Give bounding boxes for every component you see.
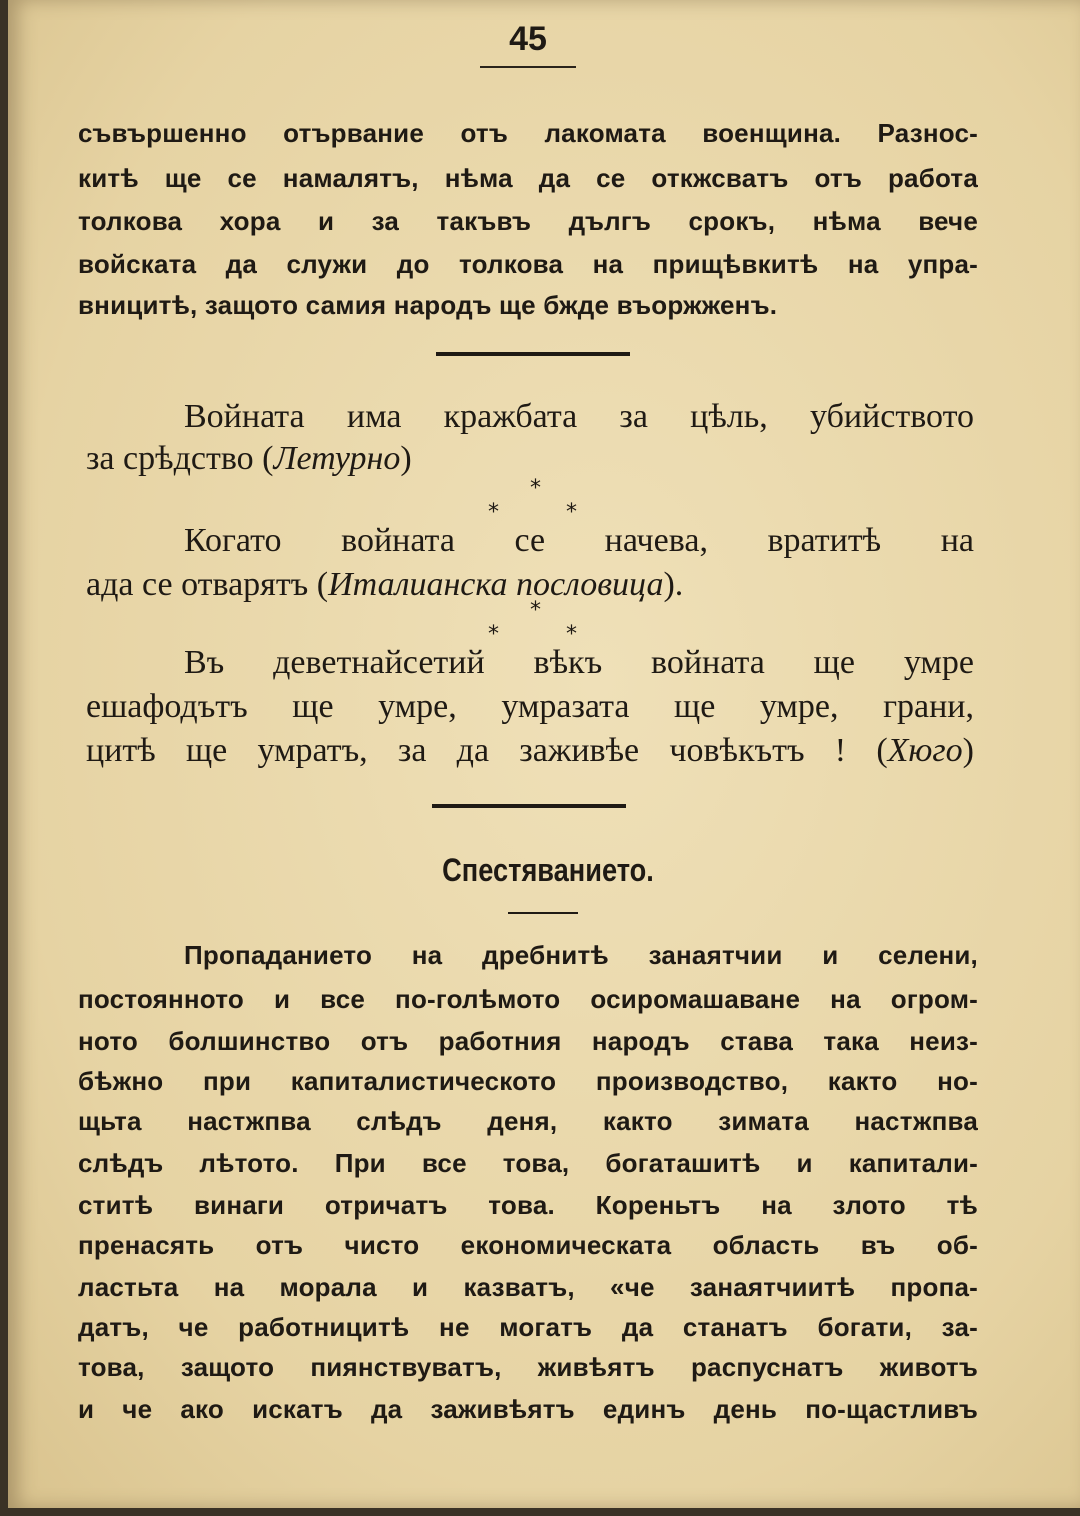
asterism-2-top: *: [530, 598, 541, 623]
quote1-line-2: [86, 440, 974, 478]
quote3-line-1: Въ деветнайсетий вѣкъ войната ще умре: [184, 644, 974, 681]
quote2-close: ).: [663, 566, 684, 603]
para2-line-12: и че ако искатъ да заживѣятъ единъ день по-щастливъ: [78, 1394, 978, 1424]
page-number-rule: [480, 66, 576, 68]
quote1-close: ): [400, 440, 412, 477]
quote2-text: ада се отварятъ (: [86, 566, 329, 603]
asterism-1-top: *: [530, 476, 541, 501]
para1-line-5: вницитѣ, защото самия народъ ще бжде въоржженъ.: [78, 290, 778, 320]
para2-line-3: ното болшинство отъ работния народъ става така неиз-: [78, 1026, 978, 1056]
para2-line-5: щьта настжпва слѣдъ деня, както зимата настжпва: [78, 1106, 978, 1136]
para1-line-4: войската да служи до толкова на прищѣвкитѣ на упра-: [78, 249, 978, 279]
quote1-author: Летурно: [273, 440, 401, 477]
para2-line-7: ститѣ винаги отричатъ това. Кореньтъ на злото тѣ: [78, 1190, 978, 1220]
para2-line-9: ластьта на морала и казватъ, «че занаятчиитѣ пропа-: [78, 1272, 978, 1302]
para2-line-8: пренасять отъ чисто економическата область въ об-: [78, 1230, 978, 1260]
quote1-text: за срѣдство (: [86, 440, 274, 477]
quote3-close: ): [962, 732, 974, 769]
quote2-author: Италианска пословица: [328, 566, 664, 603]
quote3-line-3: [86, 732, 974, 770]
asterism-2-left: *: [488, 622, 499, 647]
para1-line-1: съвършенно отървание отъ лакомата военщина. Разнос-: [78, 118, 978, 148]
para2-line-1: Пропаданието на дребнитѣ занаятчии и селени,: [184, 940, 978, 970]
para1-line-3: толкова хора и за такъвъ дългъ срокъ, нѣма вече: [78, 206, 978, 236]
para1-line-2: китѣ ще се намалятъ, нѣма да се откжсватъ отъ работа: [78, 163, 978, 193]
quote3-author: Хюго: [887, 732, 963, 769]
para2-line-2: постоянното и все по-голѣмото осиромашаване на огром-: [78, 984, 978, 1014]
book-page: [8, 0, 1080, 1508]
section-heading: Спестяванието.: [442, 852, 654, 888]
quote2-line-1: Когато войната се начева, вратитѣ на: [184, 522, 974, 559]
quote3-line-2: ешафодътъ ще умре, умразата ще умре, грани,: [86, 688, 974, 725]
asterism-1-right: *: [566, 500, 577, 525]
heading-underline: [508, 912, 578, 914]
para2-line-4: бѣжно при капиталистическото производство, както но-: [78, 1066, 978, 1096]
page-number: 45: [509, 20, 547, 58]
section-divider-2: [432, 804, 626, 808]
asterism-2-right: *: [566, 622, 577, 647]
asterism-1-left: *: [488, 500, 499, 525]
para2-line-10: датъ, че работницитѣ не могатъ да станатъ богати, за-: [78, 1312, 978, 1342]
quote3-text: цитѣ ще умратъ, за да заживѣе човѣкътъ ! (: [86, 732, 888, 769]
para2-line-6: слѣдъ лѣтото. При все това, богаташитѣ и капитали-: [78, 1148, 978, 1178]
para2-line-11: това, защото пиянствуватъ, живѣятъ распуснатъ животъ: [78, 1352, 978, 1382]
section-divider-1: [436, 352, 630, 356]
quote1-line-1: Войната има кражбата за цѣль, убийството: [184, 398, 974, 435]
